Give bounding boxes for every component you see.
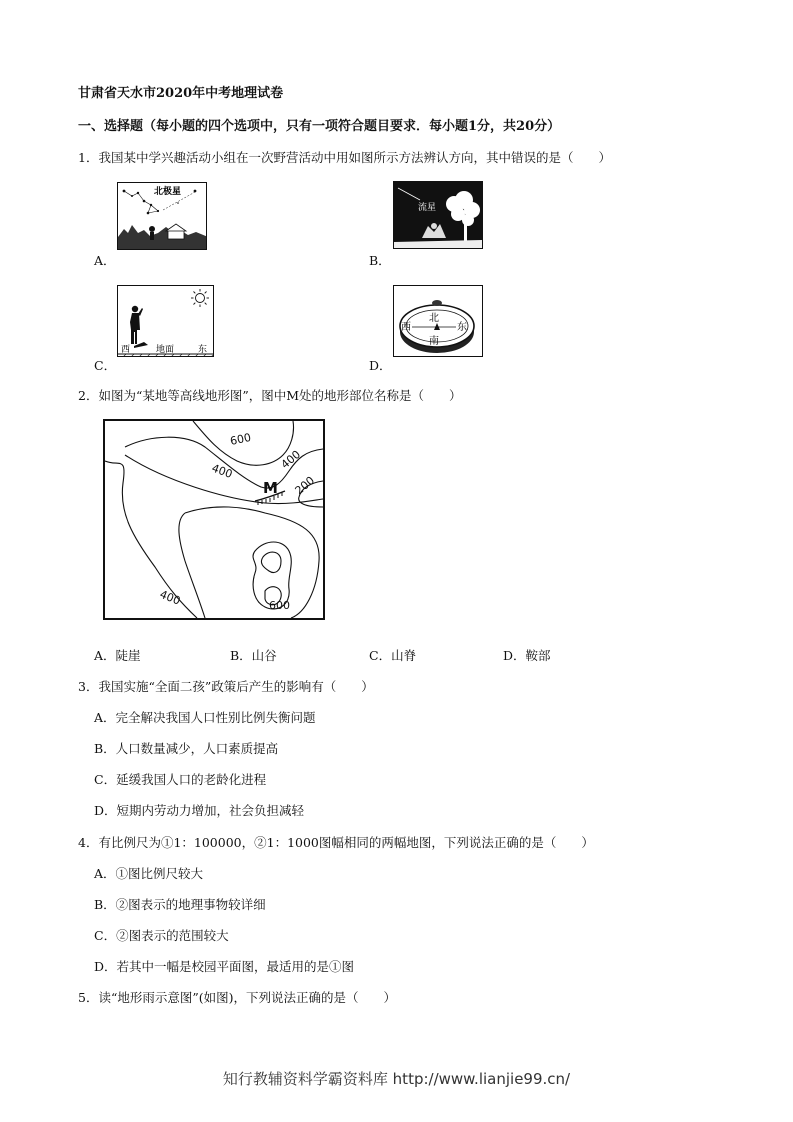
- paper-title: 甘肃省天水市2020年中考地理试卷: [78, 86, 284, 101]
- q2-option-a[interactable]: A．陡崖: [94, 648, 141, 663]
- label-600-hill: 600: [269, 599, 290, 612]
- q4-option-a[interactable]: A．①图比例尺较大: [94, 866, 204, 881]
- q4-option-d[interactable]: D．若其中一幅是校园平面图，最适用的是①图: [94, 959, 355, 974]
- q3-option-d[interactable]: D．短期内劳动力增加，社会负担减轻: [94, 803, 305, 818]
- q3-option-b[interactable]: B．人口数量减少，人口素质提高: [94, 741, 279, 756]
- person-silhouette: [130, 306, 143, 344]
- compass-scene: [394, 286, 483, 357]
- label-600-top: 600: [228, 430, 253, 448]
- q1-label-d: D．: [369, 358, 392, 373]
- label-400-right: 400: [278, 447, 304, 472]
- q3-option-a[interactable]: A．完全解决我国人口性别比例失衡问题: [94, 710, 316, 725]
- point-m-label: M: [263, 479, 278, 497]
- q1-picture-a: [117, 182, 207, 250]
- compass-west-label: 西: [401, 322, 411, 333]
- sun-shadow-scene: [118, 286, 214, 357]
- q1-picture-d: [393, 285, 483, 357]
- q1-picture-c: [117, 285, 214, 357]
- contour-lines: [105, 421, 323, 618]
- ground-label: 地面: [156, 345, 175, 355]
- compass-north-label: 北: [429, 313, 439, 324]
- north-star-scene: [118, 183, 207, 250]
- contour-400-bottom-west: [179, 513, 205, 618]
- q3-option-c[interactable]: C．延缓我国人口的老龄化进程: [94, 772, 267, 787]
- q2-option-b[interactable]: B．山谷: [230, 648, 277, 663]
- north-star-label: 北极星: [154, 187, 182, 197]
- meteor-label: 流星: [418, 203, 437, 213]
- q1-label-b: B．: [369, 253, 391, 268]
- compass-east-label: 东: [457, 322, 467, 333]
- contour-hill-inner-top: [261, 552, 281, 572]
- label-200-right: 200: [292, 473, 318, 498]
- contour-left: [105, 461, 197, 618]
- q4-option-b[interactable]: B．②图表示的地理事物较详细: [94, 897, 266, 912]
- east-label: 东: [198, 345, 208, 355]
- meteor-scene: [394, 182, 483, 249]
- question-4-stem: 4．有比例尺为①1：100000，②1：1000图幅相同的两幅地图，下列说法正确的是（ ）: [78, 835, 594, 850]
- q1-label-a: A．: [94, 253, 116, 268]
- sun-icon: [191, 289, 209, 307]
- contour-map: [103, 419, 325, 620]
- section-heading: 一、选择题（每小题的四个选项中，只有一项符合题目要求．每小题1分，共20分）: [78, 119, 561, 134]
- footer-watermark: 知行教辅资料学霸资料库 http://www.lianjie99.cn/: [222, 1070, 571, 1088]
- q2-option-c[interactable]: C．山脊: [369, 648, 417, 663]
- q1-label-c: C．: [94, 358, 117, 373]
- west-label: 西: [121, 345, 131, 355]
- question-5-stem: 5．读“地形雨示意图”(如图)，下列说法正确的是（ ）: [78, 990, 396, 1005]
- q2-option-d[interactable]: D．鞍部: [503, 648, 551, 663]
- contour-400-bottom-east: [185, 507, 319, 618]
- compass-south-label: 南: [429, 336, 439, 347]
- label-400-top: 400: [209, 461, 235, 482]
- question-1-stem: 1．我国某中学兴趣活动小组在一次野营活动中用如图所示方法辨认方向，其中错误的是（ ）: [78, 150, 611, 165]
- q1-picture-b: [393, 181, 483, 249]
- label-400-bottom: 400: [157, 587, 183, 608]
- question-2-stem: 2．如图为“某地等高线地形图”，图中M处的地形部位名称是（ ）: [78, 388, 462, 403]
- question-3-stem: 3．我国实施“全面二孩”政策后产生的影响有（ ）: [78, 679, 374, 694]
- q4-option-c[interactable]: C．②图表示的范围较大: [94, 928, 229, 943]
